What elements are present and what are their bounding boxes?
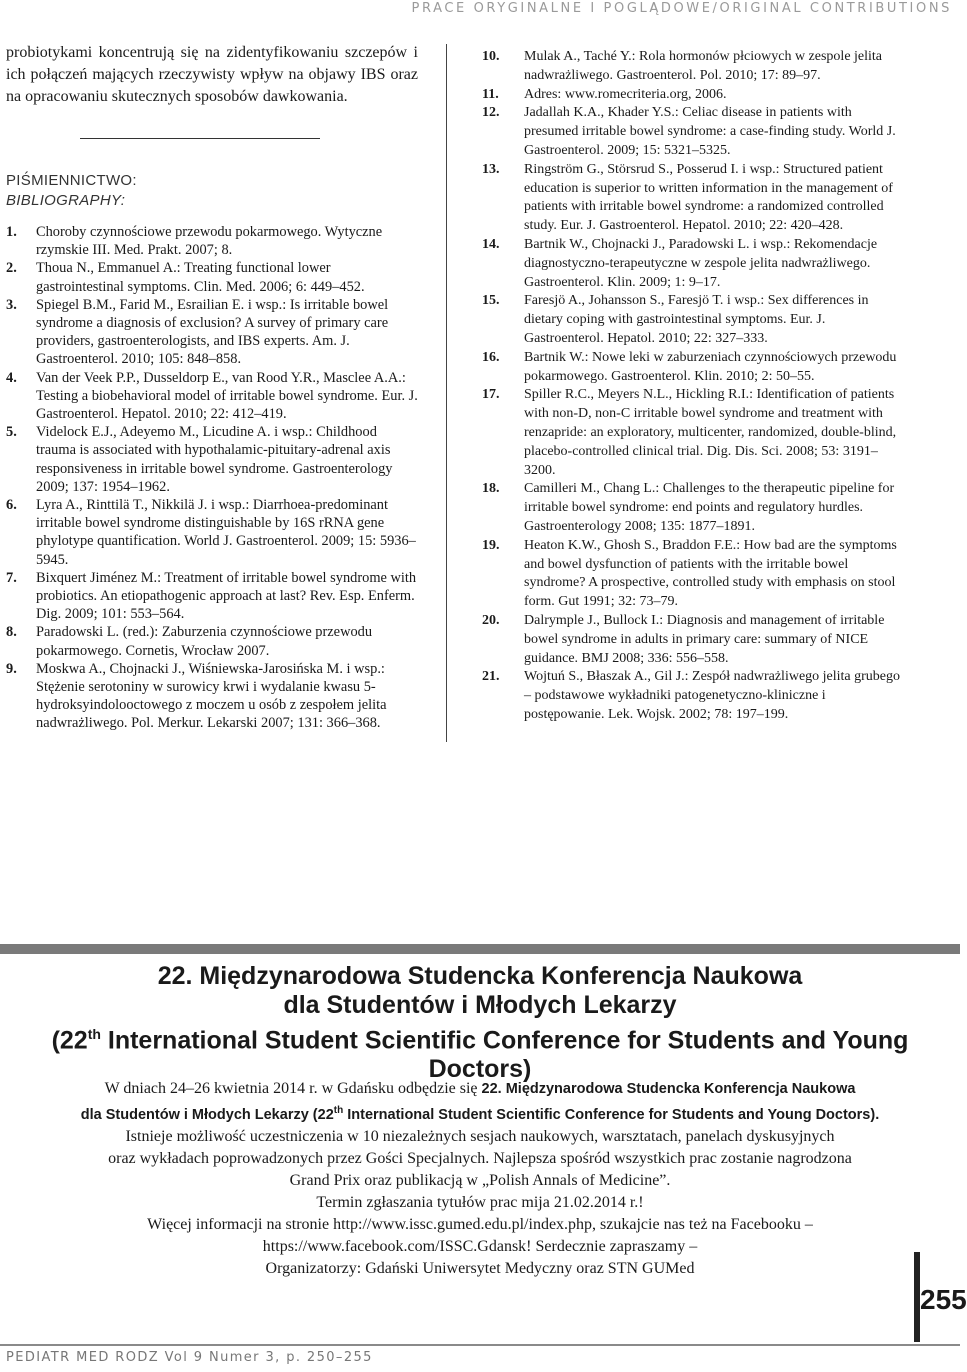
reference-item	[6, 223, 418, 259]
reference-text: Wojtuń S., Błaszak A., Gil J.: Zespół nadwrażliwego jelita grubego – podstawowe wykładniki patogenetyczno-kliniczne i postępowanie. Lek. Wojsk. 2002; 78: 197–199.	[524, 669, 901, 722]
announcement-body	[20, 1078, 940, 1280]
body-bold-2-post: International Student Scientific Conference for Students and Young Doctors).	[343, 1106, 880, 1123]
announcement-rule	[0, 944, 960, 954]
reference-number: 14.	[482, 236, 500, 252]
reference-item	[6, 259, 418, 295]
reference-number: 12.	[482, 105, 500, 121]
reference-number: 17.	[482, 387, 500, 403]
title-line-3-pre: (22	[51, 1026, 88, 1055]
reference-item	[6, 623, 418, 659]
announcement-line-8: https://www.facebook.com/ISSC.Gdansk! Serdecznie zapraszamy –	[262, 1237, 698, 1255]
reference-number: 21.	[482, 669, 500, 685]
reference-item	[6, 423, 418, 496]
reference-item	[482, 236, 906, 292]
reference-item	[482, 161, 906, 236]
reference-item	[482, 104, 906, 160]
reference-item	[6, 569, 418, 624]
announcement-line-6: Termin zgłaszania tytułów prac mija 21.02.2014 r.!	[316, 1193, 644, 1211]
announcement-title-line-3	[0, 1020, 960, 1084]
announcement-line-5: Grand Prix oraz publikacją w „Polish Annals of Medicine”.	[289, 1171, 671, 1189]
reference-text: Camilleri M., Chang L.: Challenges to the therapeutic pipeline for irritable bowel syndrome: end points and regulatory hurdles. Gastroenterology 2008; 135: 1877–1891.	[524, 481, 895, 534]
reference-text: Bartnik W.: Nowe leki w zaburzeniach czynnościowych przewodu pokarmowego. Gastroenterol. Klin. 2010; 2: 50–55.	[524, 349, 897, 384]
reference-number: 6.	[6, 497, 17, 514]
reference-item	[6, 296, 418, 369]
bibliography-heading-pl: PIŚMIENNICTWO:	[6, 172, 137, 189]
reference-list-left	[6, 223, 418, 733]
reference-item	[6, 496, 418, 569]
reference-number: 18.	[482, 481, 500, 497]
reference-text: Thoua N., Emmanuel A.: Treating functional lower gastrointestinal symptoms. Clin. Med. 2006; 6: 449–452.	[36, 260, 365, 295]
reference-item	[482, 48, 906, 86]
reference-text: Spiller R.C., Meyers N.L., Hickling R.I.: Identification of patients with non-D, non-C irritable bowel syndrome and treatment with renzapride: an exploratory, multicenter, randomized, double-blind, placebo-controlled clinical trial. Dig. Dis. Sci. 2008; 53: 3191–3200.	[524, 387, 897, 478]
reference-item	[482, 668, 906, 724]
section-divider	[80, 138, 320, 139]
right-column	[482, 48, 906, 725]
title-line-3-sup: th	[87, 1026, 101, 1042]
title-line-3-post: International Student Scientific Conference for Students and Young Doctors)	[100, 1026, 909, 1084]
bibliography-heading-en: BIBLIOGRAPHY:	[6, 192, 126, 209]
reference-number: 2.	[6, 260, 17, 277]
reference-item	[482, 612, 906, 668]
reference-text: Adres: www.romecriteria.org, 2006.	[524, 86, 727, 102]
reference-number: 5.	[6, 424, 17, 441]
reference-list-right	[482, 48, 906, 725]
reference-text: Paradowski L. (red.): Zaburzenia czynnościowe przewodu pokarmowego. Cornetis, Wrocław 2007.	[36, 624, 373, 659]
reference-item	[6, 369, 418, 424]
reference-number: 20.	[482, 612, 500, 628]
reference-number: 1.	[6, 224, 17, 240]
reference-number: 10.	[482, 49, 500, 64]
footer-rule	[0, 1344, 960, 1346]
intro-paragraph: probiotykami koncentrują się na zidentyfikowaniu szczepów i ich połączeń mających rzeczywisty wpływ na objawy IBS oraz na opracowaniu skutecznych sposobów dawkowania.	[6, 44, 418, 105]
body-bold-2-pre: dla Studentów i Młodych Lekarzy (22	[80, 1106, 334, 1123]
announcement-title	[0, 962, 960, 1084]
reference-text: Lyra A., Rinttilä T., Nikkilä J. i wsp.: Diarrhoea-predominant irritable bowel syndrome distinguishable by 16S rRNA gene phylotype quantification. World J. Gastroenterol. 2009; 15: 5936–5945.	[36, 497, 416, 568]
announcement-line-9: Organizatorzy: Gdański Uniwersytet Medyczny oraz STN GUMed	[265, 1259, 695, 1277]
reference-number: 15.	[482, 293, 500, 309]
reference-text: Moskwa A., Chojnacki J., Wiśniewska-Jarosińska M. i wsp.: Stężenie serotoniny w surowicy krwi i wydalanie kwasu 5-hydroksyindolooctowego z moczem u osób z zespołem jelita nadwrażliwego. Pol. Merkur. Lekarski 2007; 131: 366–368.	[36, 660, 387, 732]
body-bold-1: 22. Międzynarodowa Studencka Konferencja Naukowa	[481, 1081, 856, 1097]
reference-item	[482, 349, 906, 387]
announcement-title-line-1: 22. Międzynarodowa Studencka Konferencja Naukowa	[157, 962, 803, 990]
reference-text: Ringström G., Störsrud S., Posserud I. i wsp.: Structured patient education is superior to written information in the management of patients with irritable bowel syndrome: a randomized controlled study. Eur. J. Gastroenterol. Hepatol. 2010; 22: 420–428.	[524, 161, 893, 234]
body-intro: W dniach 24–26 kwietnia 2014 r. w Gdańsku odbędzie się	[104, 1080, 482, 1097]
reference-text: Heaton K.W., Ghosh S., Braddon F.E.: How bad are the symptoms and bowel dysfunction of patients with the irritable bowel syndrome? A prospective, controlled study with emphasis on stool form. Gut 1991; 32: 73–79.	[524, 537, 897, 610]
column-divider	[446, 44, 447, 742]
page-number: 255	[920, 1284, 967, 1315]
reference-text: Jadallah K.A., Khader Y.S.: Celiac disease in patients with presumed irritable bowel syndrome: a case-finding study. World J. Gastroenterol. 2009; 15: 5321–5325.	[524, 105, 896, 158]
reference-number: 9.	[6, 660, 17, 677]
reference-text: Spiegel B.M., Farid M., Esrailian E. i wsp.: Is irritable bowel syndrome a diagnosis of exclusion? A survey of primary care providers, gastroenterologists, and IBS experts. Am. J. Gastroenterol. 2010; 105: 848–858.	[36, 296, 389, 368]
announcement-line-1	[20, 1078, 940, 1100]
announcement-line-4: oraz wykładach poprowadzonych przez Gości Specjalnych. Najlepsza spośród wszystkich prac zostanie nagrodzona	[108, 1149, 852, 1167]
reference-text: Van der Veek P.P., Dusseldorp E., van Rood Y.R., Masclee A.A.: Testing a biobehavioral model of irritable bowel syndrome. Eur. J. Gastroenterol. Hepatol. 2010; 22: 412–419.	[36, 369, 418, 423]
reference-text: Videlock E.J., Adeyemo M., Licudine A. i wsp.: Childhood trauma is associated with hypothalamic-pituitary-adrenal axis responsiveness in irritable bowel syndrome. Gastroenterology 2009; 137: 1954–1962.	[36, 424, 393, 495]
reference-number: 7.	[6, 569, 17, 586]
reference-text: Dalrymple J., Bullock I.: Diagnosis and management of irritable bowel syndrome in adults in primary care: summary of NICE guidance. BMJ 2008; 336: 556–558.	[524, 612, 885, 666]
reference-number: 4.	[6, 369, 17, 386]
reference-number: 11.	[482, 86, 499, 102]
reference-number: 19.	[482, 537, 500, 553]
reference-text: Bartnik W., Chojnacki J., Paradowski L. i wsp.: Rekomendacje diagnostyczno-terapeutyczne w zespole jelita nadwrażliwego. Gastroenterol. Klin. 2009; 1: 9–17.	[524, 236, 878, 290]
reference-text: Faresjö A., Johansson S., Faresjö T. i wsp.: Sex differences in dietary coping with gastrointestinal symptoms. Eur. J. Gastroenterol. Hepatol. 2010; 22: 327–333.	[524, 293, 869, 346]
reference-item	[482, 86, 906, 105]
reference-text: Choroby czynnościowe przewodu pokarmowego. Wytyczne rzymskie III. Med. Prakt. 2007; 8.	[36, 224, 383, 259]
reference-text: Bixquert Jiménez M.: Treatment of irritable bowel syndrome with probiotics. An etiopathogenic approach at last? Rev. Esp. Enferm. Dig. 2009; 101: 553–564.	[36, 569, 417, 623]
reference-item	[482, 480, 906, 536]
reference-number: 3.	[6, 296, 17, 313]
reference-number: 13.	[482, 161, 500, 177]
reference-text: Mulak A., Taché Y.: Rola hormonów płciowych w zespole jelita nadwrażliwego. Gastroenterol. Pol. 2010; 17: 89–97.	[524, 49, 883, 83]
reference-item	[482, 537, 906, 612]
reference-item	[6, 660, 418, 733]
announcement-line-3: Istnieje możliwość uczestniczenia w 10 niezależnych sesjach naukowych, warsztatach, panelach dyskusyjnych	[125, 1127, 835, 1145]
left-column	[6, 42, 418, 733]
reference-number: 8.	[6, 624, 17, 641]
reference-item	[482, 386, 906, 480]
footer-citation: PEDIATR MED RODZ Vol 9 Numer 3, p. 250–255	[6, 1350, 373, 1365]
reference-number: 16.	[482, 349, 500, 365]
announcement-line-7: Więcej informacji na stronie http://www.issc.gumed.edu.pl/index.php, szukajcie nas też na Facebooku –	[147, 1215, 813, 1233]
running-head: PRACE ORYGINALNE I POGLĄDOWE/ORIGINAL CONTRIBUTIONS	[411, 1, 952, 16]
announcement-line-2	[20, 1100, 940, 1126]
reference-item	[482, 292, 906, 348]
announcement-title-line-2: dla Studentów i Młodych Lekarzy	[283, 991, 677, 1019]
body-bold-2-sup: th	[333, 1105, 344, 1116]
